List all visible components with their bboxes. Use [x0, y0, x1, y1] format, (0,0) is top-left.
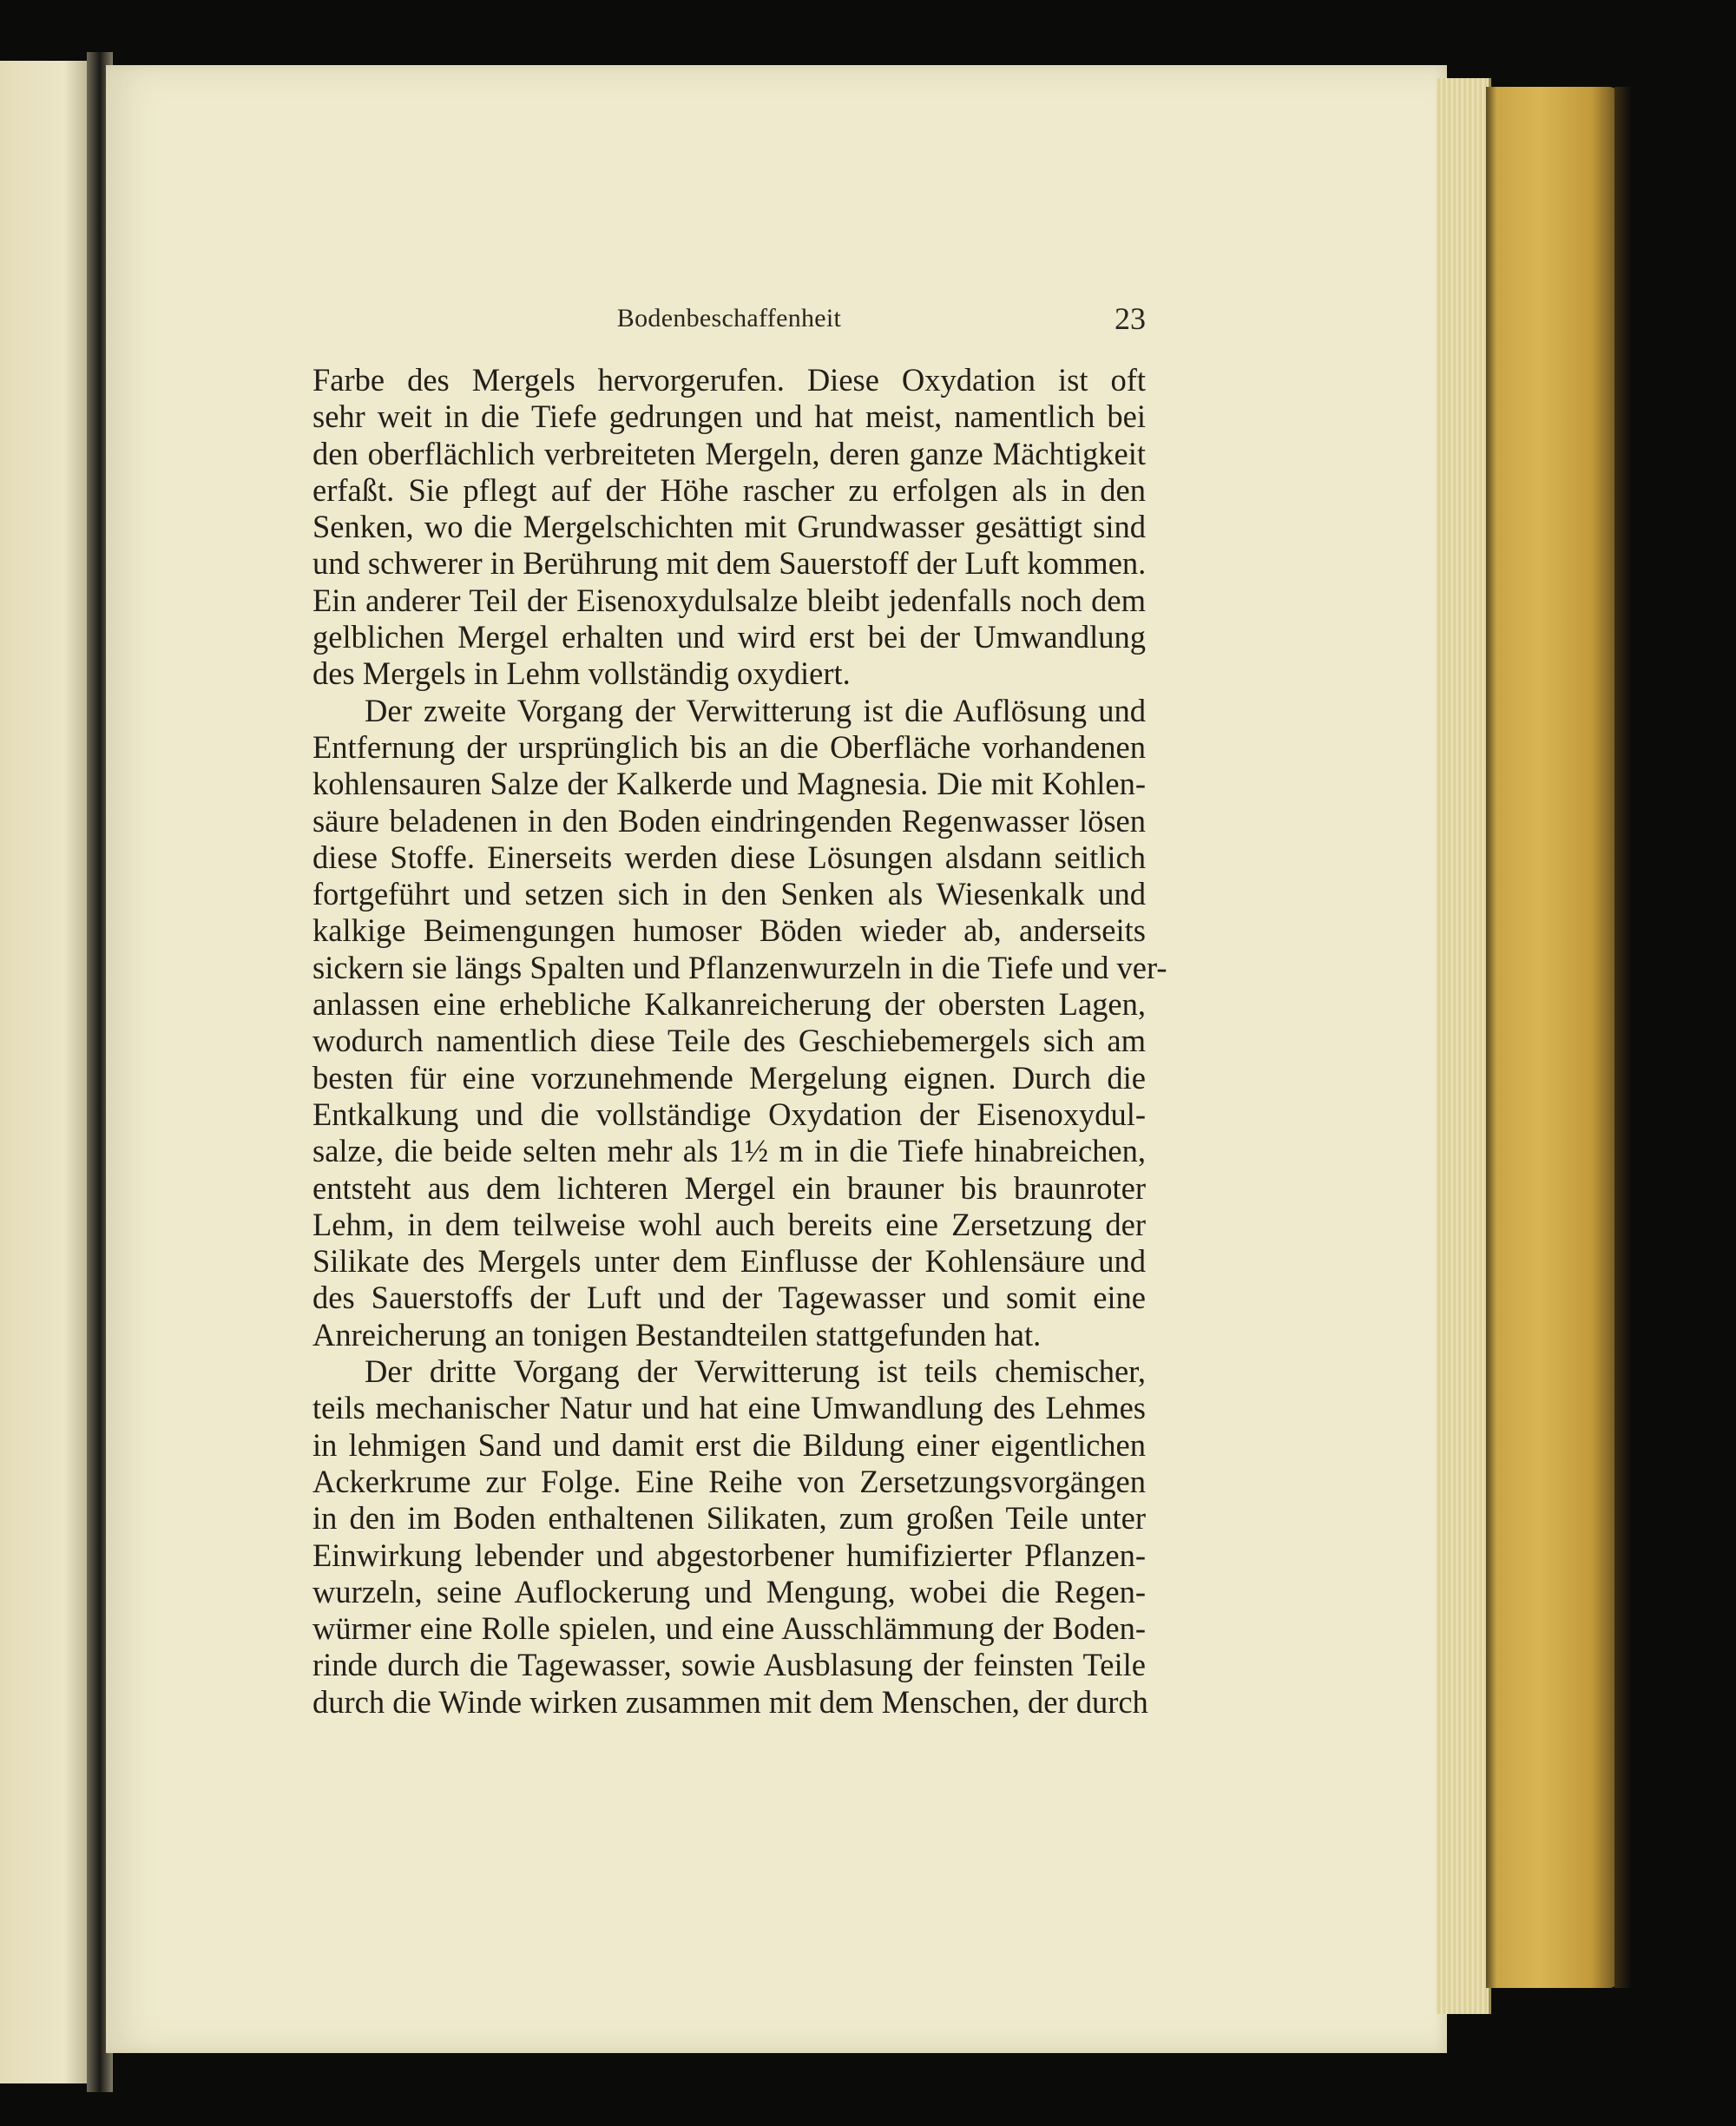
text-line: Der dritte Vorgang der Verwitterung ist teils chemischer,: [365, 1353, 1146, 1390]
text-line: Lehm, in dem teilweise wohl auch bereits eine Zersetzung der: [312, 1206, 1146, 1242]
page-number: 23: [1115, 301, 1146, 336]
text-line: erfaßt. Sie pflegt auf der Höhe rascher zu erfolgen als in den: [312, 471, 1146, 508]
text-line: in den im Boden enthaltenen Silikaten, zum großen Teile unter: [312, 1500, 1146, 1537]
body-text: [312, 362, 1167, 1721]
text-line: wodurch namentlich diese Teile des Geschiebemergels sich am: [312, 1023, 1146, 1059]
text-line: Einwirkung lebender und abgestorbener humifizierter Pflanzen-: [312, 1537, 1146, 1573]
text-line: Entfernung der ursprünglich bis an die Oberfläche vorhandenen: [312, 728, 1146, 765]
text-line: Silikate des Mergels unter dem Einflusse der Kohlensäure und: [312, 1243, 1146, 1280]
text-line: anlassen eine erhebliche Kalkanreicherung der obersten Lagen,: [312, 986, 1146, 1023]
text-line: Der zweite Vorgang der Verwitterung ist die Auflösung und: [365, 692, 1146, 728]
paragraph: [312, 362, 1146, 693]
text-line: des Sauerstoffs der Luft und der Tagewasser und somit eine: [312, 1280, 1146, 1316]
text-line: salze, die beide selten mehr als 1½ m in die Tiefe hinabreichen,: [312, 1133, 1146, 1169]
text-line: rinde durch die Tagewasser, sowie Ausblasung der feinsten Teile: [312, 1647, 1146, 1683]
text-line: durch die Winde wirken zusammen mit dem Menschen, der durch: [312, 1683, 1148, 1720]
text-line: des Mergels in Lehm vollständig oxydiert.: [312, 655, 851, 692]
text-line: kohlensauren Salze der Kalkerde und Magnesia. Die mit Kohlen-: [312, 766, 1146, 802]
book-shadow: [1614, 87, 1632, 1988]
running-title: Bodenbeschaffenheit: [616, 304, 842, 332]
paragraph: [312, 692, 1167, 1353]
previous-page-edge: [0, 61, 91, 2083]
text-line: fortgeführt und setzen sich in den Senken als Wiesenkalk und: [312, 876, 1146, 912]
text-line: wurzeln, seine Auflockerung und Mengung, wobei die Regen-: [312, 1573, 1146, 1609]
text-line: Farbe des Mergels hervorgerufen. Diese Oxydation ist oft: [312, 362, 1146, 398]
text-line: Ein anderer Teil der Eisenoxydulsalze bleibt jedenfalls noch dem: [312, 582, 1146, 618]
text-line: sickern sie längs Spalten und Pflanzenwurzeln in die Tiefe und ver-: [312, 949, 1167, 985]
page-edges: [1437, 78, 1491, 2014]
text-line: und schwerer in Berührung mit dem Sauerstoff der Luft kommen.: [312, 545, 1147, 582]
text-line: würmer eine Rolle spielen, und eine Ausschlämmung der Boden-: [312, 1610, 1146, 1647]
text-line: Ackerkrume zur Folge. Eine Reihe von Zersetzungsvorgängen: [312, 1463, 1146, 1499]
text-line: in lehmigen Sand und damit erst die Bildung einer eigentlichen: [312, 1426, 1146, 1463]
text-line: säure beladenen in den Boden eindringenden Regenwasser lösen: [312, 802, 1146, 839]
running-head: [312, 300, 1146, 344]
text-line: besten für eine vorzunehmende Mergelung eignen. Durch die: [312, 1059, 1146, 1096]
text-line: entsteht aus dem lichteren Mergel ein brauner bis braunroter: [312, 1169, 1146, 1206]
text-line: sehr weit in die Tiefe gedrungen und hat meist, namentlich bei: [312, 398, 1146, 435]
paragraph: [312, 1353, 1146, 1721]
text-line: gelblichen Mergel erhalten und wird erst bei der Umwandlung: [312, 619, 1146, 655]
text-line: kalkige Beimengungen humoser Böden wieder ab, anderseits: [312, 912, 1146, 949]
text-line: den oberflächlich verbreiteten Mergeln, deren ganze Mächtigkeit: [312, 435, 1146, 471]
text-line: Entkalkung und die vollständige Oxydation der Eisenoxydul-: [312, 1096, 1146, 1132]
text-line: Anreicherung an tonigen Bestandteilen stattgefunden hat.: [312, 1316, 1042, 1353]
text-line: teils mechanischer Natur und hat eine Umwandlung des Lehmes: [312, 1390, 1146, 1426]
book-fore-edge: [1486, 87, 1618, 1988]
text-line: diese Stoffe. Einerseits werden diese Lösungen alsdann seitlich: [312, 839, 1146, 875]
text-line: Senken, wo die Mergelschichten mit Grundwasser gesättigt sind: [312, 509, 1146, 545]
